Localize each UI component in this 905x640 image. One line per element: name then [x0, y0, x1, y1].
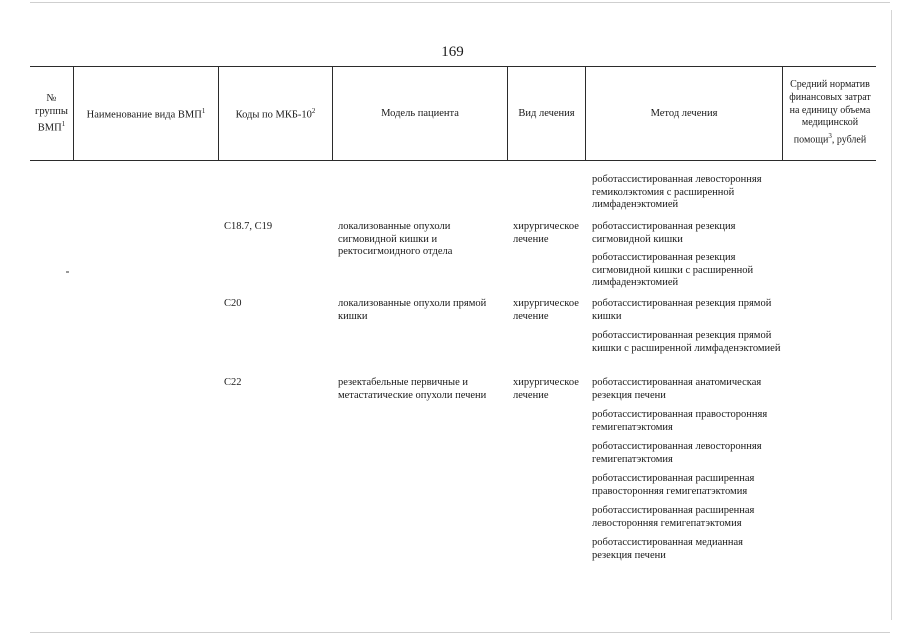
header-treatment-method-text: Метод лечения	[650, 107, 718, 119]
header-group-number-text: № группы ВМП	[35, 92, 68, 134]
header-icd-codes-text: Коды по МКБ-10	[235, 109, 312, 121]
header-vmp-name-text: Наименование вида ВМП	[86, 109, 202, 121]
procedure-c22-3: роботассистированная левосторонняя гемигепатэктомия	[592, 441, 762, 465]
column-divider	[782, 66, 783, 161]
header-cost-norm-text: Средний норматив финансовых затрат на единицу объема медицинской помощи	[789, 79, 871, 146]
footnote-mark: 1	[61, 119, 66, 128]
icd-code-c20: C20	[224, 298, 242, 309]
footnote-mark: 2	[311, 106, 316, 115]
procedure-c22-1: роботассистированная анатомическая резекция печени	[592, 377, 762, 401]
header-cost-norm-unit: , рублей	[831, 134, 867, 146]
header-treatment-method	[586, 66, 782, 160]
procedure-c22-4: роботассистированная расширенная правосторонняя гемигепатэктомия	[592, 473, 755, 497]
header-icd-codes	[219, 66, 332, 160]
procedure-c20-2: роботассистированная резекция прямой кишки с расширенной лимфаденэктомией	[592, 330, 781, 354]
header-patient-model-text: Модель пациента	[381, 107, 459, 119]
procedure-c18-c19-1: роботассистированная резекция сигмовидной кишки	[592, 221, 736, 245]
patient-model-c20: локализованные опухоли прямой кишки	[338, 298, 487, 322]
procedure-c22-5: роботассистированная расширенная левосторонняя гемигепатэктомия	[592, 505, 755, 529]
footnote-mark: 3	[828, 131, 832, 140]
patient-model-c22: резектабельные первичные и метастатические опухоли печени	[338, 377, 487, 401]
patient-model-c18-c19: локализованные опухоли сигмовидной кишки и ректосигмоидного отдела	[338, 221, 453, 257]
procedure-continued: роботассистированная левосторонняя гемиколэктомия с расширенной лимфаденэктомией	[592, 174, 762, 210]
header-treatment-type-text: Вид лечения	[518, 107, 575, 119]
header-group-number	[30, 66, 73, 160]
header-treatment-type	[508, 66, 585, 160]
header-patient-model	[333, 66, 507, 160]
table-header-bottom-border	[30, 160, 876, 161]
footnote-mark: 1	[201, 106, 206, 115]
scan-edge-top	[30, 2, 890, 3]
header-vmp-name	[74, 66, 218, 160]
scan-edge-bottom	[30, 632, 890, 633]
header-cost-norm	[786, 66, 874, 160]
treatment-type-c18-c19: хирургическое лечение	[513, 221, 579, 245]
scan-speck	[66, 271, 69, 273]
scan-edge-right	[891, 10, 892, 620]
treatment-type-c20: хирургическое лечение	[513, 298, 579, 322]
procedure-c20-1: роботассистированная резекция прямой кишки	[592, 298, 772, 322]
procedure-c22-2: роботассистированная правосторонняя гемигепатэктомия	[592, 409, 768, 433]
icd-code-c18-c19: C18.7, C19	[224, 221, 273, 232]
procedure-c18-c19-2: роботассистированная резекция сигмовидной кишки с расширенной лимфаденэктомией	[592, 252, 754, 288]
treatment-type-c22: хирургическое лечение	[513, 377, 579, 401]
procedure-c22-6: роботассистированная медианная резекция печени	[592, 537, 743, 561]
icd-code-c22: C22	[224, 377, 242, 388]
page-number: 169	[441, 44, 464, 60]
